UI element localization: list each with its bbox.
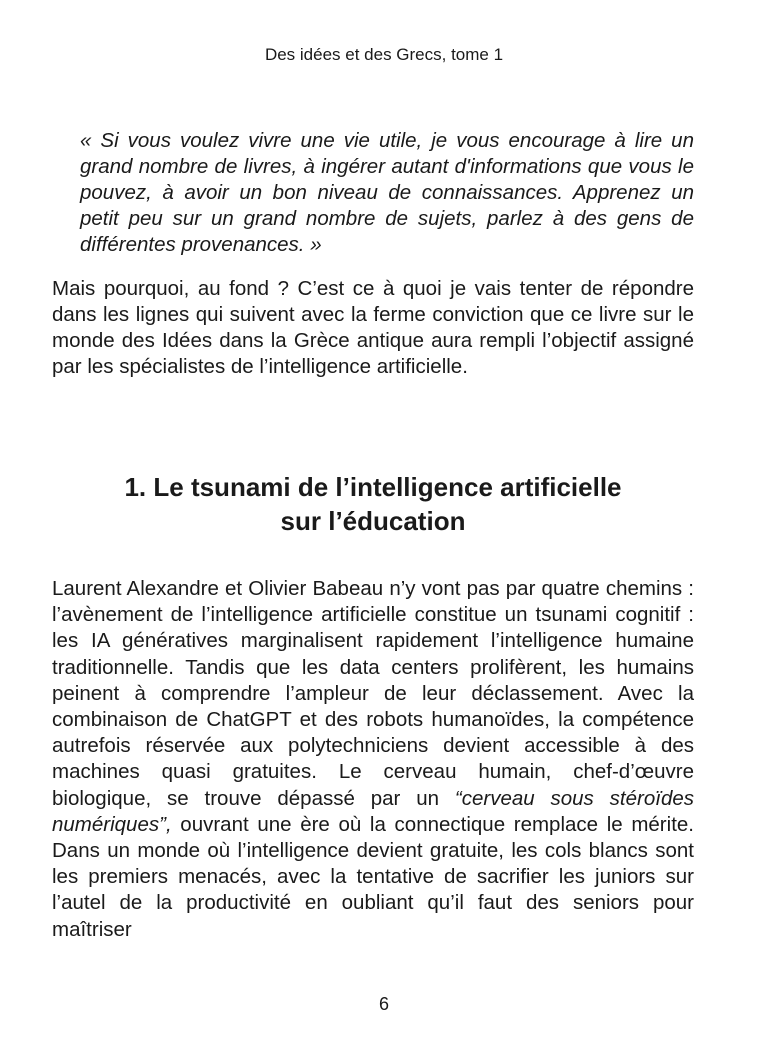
body-italic-citation: “cerveau sous stéroïdes numériques”, <box>52 786 694 836</box>
running-header: Des idées et des Grecs, tome 1 <box>264 45 504 64</box>
intro-paragraph: Mais pourquoi, au fond ? C’est ce à quoi je vais tenter de répondre dans les lignes qui suivent avec la ferme conviction que ce livre sur le monde des Idées dans la Grèce antique aura rempli l’objectif assigné par les spécialistes de l’intelligence artificielle. <box>52 277 694 378</box>
section-heading-line-2: sur l’éducation <box>280 506 466 536</box>
page-number: 6 <box>378 994 389 1014</box>
epigraph-quote: « Si vous voulez vivre une vie utile, je vous encourage à lire un grand nombre de livres, à ingérer autant d'informations que vous le pouvez, à avoir un bon niveau de connaissances. Apprenez un petit peu sur un grand nombre de sujets, parlez à des gens de différentes provenances. » <box>80 129 694 256</box>
body-text-end: ouvrant une ère où la connectique remplace le mérite. Dans un monde où l’intelligence devient gratuite, les cols blancs sont les premiers menacés, avec la tentative de sacrifier les juniors sur l’autel de la productivité en oubliant qu’il faut des seniors pour maîtriser <box>52 812 694 941</box>
section-heading <box>52 470 694 538</box>
body-text-start: Laurent Alexandre et Olivier Babeau n’y vont pas par quatre chemins : l’avènement de l’intelligence artificielle constitue un tsunami cognitif : les IA génératives marginalisent rapidement l’intelligence humaine traditionnelle. Tandis que les data centers prolifèrent, les humains peinent à comprendre l’ampleur de leur déclassement. Avec la combinaison de ChatGPT et des robots humanoïdes, la compétence autrefois réservée aux polytechniciens devient accessible à des machines quasi gratuites. Le cerveau humain, chef-d’œuvre biologique, se trouve dépassé par un <box>52 577 694 810</box>
body-paragraph <box>52 576 694 943</box>
section-heading-line-1: 1. Le tsunami de l’intelligence artificielle <box>124 472 622 502</box>
